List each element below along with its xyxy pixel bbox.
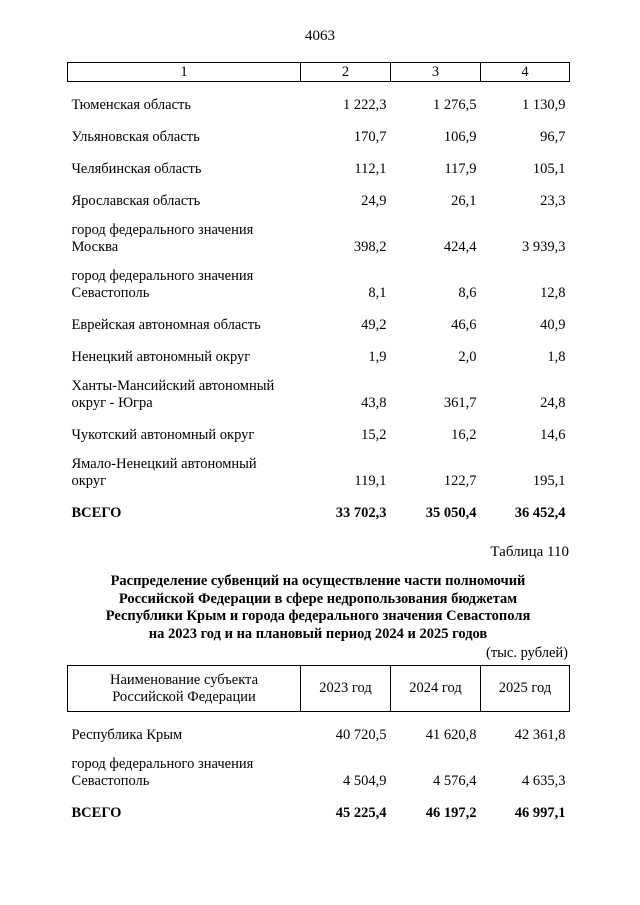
value-cell: 424,4 — [443, 239, 477, 255]
value-cell: 106,9 — [443, 129, 477, 145]
value-cell: 3 939,3 — [522, 239, 566, 255]
value-cell: 1 222,3 — [343, 97, 387, 113]
value-cell: 41 620,8 — [425, 727, 477, 743]
title-line: на 2023 год и на плановый период 2024 и 2025 годов — [148, 625, 488, 642]
total-label: ВСЕГО — [71, 805, 122, 821]
value-cell: 398,2 — [353, 239, 387, 255]
total-value: 35 050,4 — [425, 505, 477, 521]
value-cell: 24,9 — [361, 193, 387, 209]
column-header: 1 — [68, 63, 301, 82]
table-1-header-row — [68, 63, 570, 82]
table-row — [68, 334, 570, 366]
region-name: Республика Крым — [71, 727, 183, 743]
value-cell: 1 130,9 — [522, 97, 566, 113]
value-cell: 170,7 — [353, 129, 387, 145]
title-line: Российской Федерации в сфере недропользования бюджетам — [118, 590, 518, 607]
value-cell: 117,9 — [444, 161, 477, 177]
value-cell: 2,0 — [458, 349, 477, 365]
value-cell: 49,2 — [361, 317, 387, 333]
value-cell: 1,9 — [368, 349, 387, 365]
value-cell: 4 576,4 — [433, 773, 477, 789]
value-cell: 195,1 — [532, 473, 566, 489]
value-cell: 1 276,5 — [433, 97, 477, 113]
column-header-year: 2025 год — [481, 666, 570, 712]
table-2-header-row — [68, 666, 570, 712]
column-header-subject: Наименование субъекта Российской Федерации — [68, 666, 301, 712]
value-cell: 23,3 — [540, 193, 566, 209]
total-row — [68, 790, 570, 822]
total-value: 45 225,4 — [335, 805, 387, 821]
table-row — [68, 412, 570, 444]
value-cell: 12,8 — [540, 285, 566, 301]
value-cell: 16,2 — [451, 427, 477, 443]
region-name: Тюменская область — [71, 97, 191, 113]
value-cell: 112,1 — [354, 161, 387, 177]
value-cell: 40 720,5 — [335, 727, 387, 743]
region-name: Ямало-Ненецкий автономный округ — [71, 456, 257, 489]
value-cell: 122,7 — [443, 473, 477, 489]
column-header: 2 — [301, 63, 391, 82]
value-cell: 96,7 — [540, 129, 566, 145]
table-row — [68, 210, 570, 256]
total-row — [68, 490, 570, 522]
table-label: Таблица 110 — [490, 544, 569, 560]
region-name: Чукотский автономный округ — [71, 427, 255, 443]
table-row — [68, 744, 570, 790]
total-label: ВСЕГО — [71, 505, 122, 521]
value-cell: 105,1 — [532, 161, 566, 177]
units-note: (тыс. рублей) — [486, 645, 568, 661]
region-name: Ханты-Мансийский автономный округ - Югра — [71, 378, 275, 411]
region-name: Ульяновская область — [71, 129, 200, 145]
region-name: Еврейская автономная область — [71, 317, 261, 333]
value-cell: 43,8 — [361, 395, 387, 411]
table-row — [68, 146, 570, 178]
total-value: 33 702,3 — [335, 505, 387, 521]
title-line: Республики Крым и города федерального значения Севастополя — [105, 608, 531, 624]
region-name: город федерального значения Севастополь — [71, 756, 254, 789]
table-row — [68, 114, 570, 146]
value-cell: 42 361,8 — [514, 727, 566, 743]
value-cell: 4 635,3 — [522, 773, 566, 789]
region-name: город федерального значения Севастополь — [71, 268, 254, 301]
total-value: 36 452,4 — [514, 505, 566, 521]
table-row — [68, 82, 570, 115]
table-1 — [67, 62, 570, 522]
value-cell: 24,8 — [540, 395, 566, 411]
value-cell: 46,6 — [451, 317, 477, 333]
value-cell: 1,8 — [547, 349, 566, 365]
column-header-year: 2024 год — [391, 666, 481, 712]
table-title — [67, 573, 569, 643]
column-header: 4 — [481, 63, 570, 82]
table-row — [68, 712, 570, 745]
value-cell: 119,1 — [354, 473, 387, 489]
table-2 — [67, 665, 570, 822]
table-row — [68, 256, 570, 302]
region-name: Ненецкий автономный округ — [71, 349, 251, 365]
value-cell: 8,1 — [368, 285, 387, 301]
value-cell: 40,9 — [540, 317, 566, 333]
value-cell: 15,2 — [361, 427, 387, 443]
value-cell: 14,6 — [540, 427, 566, 443]
value-cell: 4 504,9 — [343, 773, 387, 789]
column-header-year: 2023 год — [301, 666, 391, 712]
value-cell: 361,7 — [443, 395, 477, 411]
total-value: 46 997,1 — [514, 805, 566, 821]
table-row — [68, 366, 570, 412]
table-row — [68, 444, 570, 490]
column-header: 3 — [391, 63, 481, 82]
title-line: Распределение субвенций на осуществление части полномочий — [110, 573, 526, 589]
region-name: Челябинская область — [71, 161, 202, 177]
region-name: Ярославская область — [71, 193, 201, 209]
table-row — [68, 302, 570, 334]
page-number: 4063 — [305, 28, 335, 44]
region-name: город федерального значения Москва — [71, 222, 254, 255]
total-value: 46 197,2 — [425, 805, 477, 821]
value-cell: 8,6 — [458, 285, 477, 301]
value-cell: 26,1 — [451, 193, 477, 209]
table-row — [68, 178, 570, 210]
